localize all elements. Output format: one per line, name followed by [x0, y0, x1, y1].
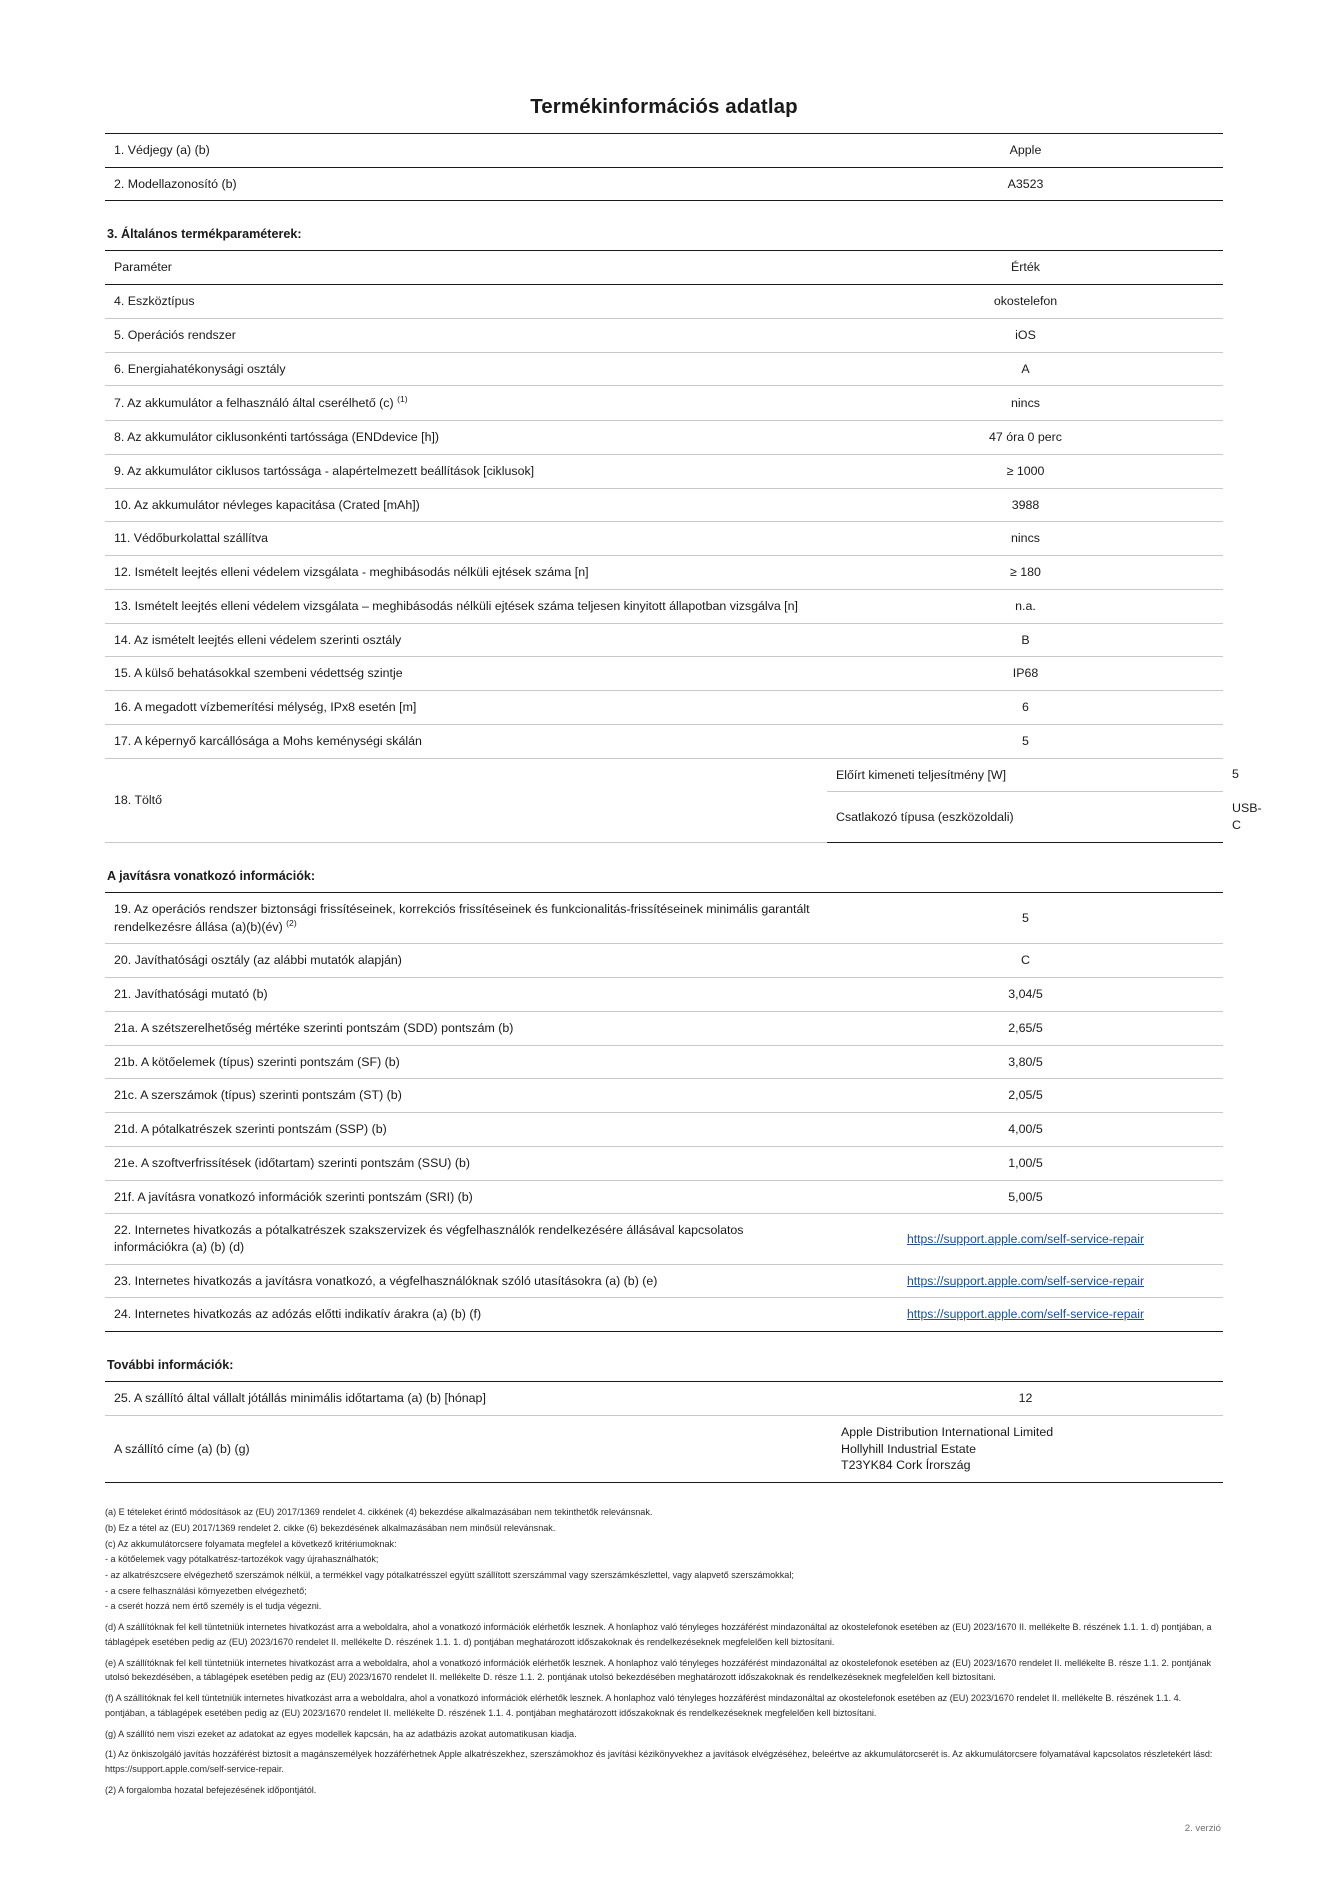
indicative-prices-link[interactable]: https://support.apple.com/self-service-repair — [906, 1307, 1145, 1322]
charger-label: 18. Töltő — [105, 758, 827, 842]
table-row: 18. Töltő Előírt kimeneti teljesítmény [W] 5 — [105, 758, 1223, 792]
repairability-index-label: 21. Javíthatósági mutató (b) — [105, 978, 827, 1012]
table-row — [105, 1298, 1223, 1332]
table-header-row — [105, 251, 1223, 285]
general-parameters-table — [105, 250, 1262, 842]
table-row — [105, 1382, 1223, 1416]
table-row — [105, 1214, 1223, 1264]
drop-test-value: ≥ 180 — [827, 556, 1223, 590]
table-row — [105, 589, 1223, 623]
energy-class-label: 6. Energiahatékonysági osztály — [105, 352, 827, 386]
model-value: A3523 — [827, 167, 1223, 201]
drop-test-unfolded-value: n.a. — [827, 589, 1223, 623]
drop-test-unfolded-label: 13. Ismételt leejtés elleni védelem vizsgálata – meghibásodás nélküli ejtések száma teljesen kinyitott állapotban vizsgálva [n] — [105, 589, 827, 623]
param-header: Paraméter — [105, 251, 827, 285]
repair-instructions-link-label: 23. Internetes hivatkozás a javításra vonatkozó, a végfelhasználóknak szóló utasításokra (a) (b) (e) — [105, 1264, 827, 1298]
drop-class-value: B — [827, 623, 1223, 657]
protective-cover-value: nincs — [827, 522, 1223, 556]
spare-parts-link-label: 22. Internetes hivatkozás a pótalkatrészek szakszervizek és végfelhasználók rendelkezésére állásával kapcsolatos információkra (a) (b) (d) — [105, 1214, 827, 1264]
protective-cover-label: 11. Védőburkolattal szállítva — [105, 522, 827, 556]
document-version: 2. verzió — [1184, 1823, 1221, 1835]
table-row — [105, 944, 1223, 978]
table-row — [105, 318, 1223, 352]
battery-cycles-label: 9. Az akkumulátor ciklusos tartóssága - alapértelmezett beállítások [ciklusok] — [105, 455, 827, 489]
footnote-b: (b) Ez a tétel az (EU) 2017/1369 rendelet 2. cikke (6) bekezdésének alkalmazásában nem minősül relevánsnak. — [105, 1522, 556, 1533]
table-row — [105, 892, 1223, 944]
charger-output-label: Előírt kimeneti teljesítmény [W] — [827, 758, 1223, 792]
table-row — [105, 623, 1223, 657]
os-updates-label: 19. Az operációs rendszer biztonsági frissítéseinek, korrekciós frissítéseinek és funkcionalitás-frissítéseinek minimális garantált rendelkezésre állása (a)(b)(év) $^{(2)}$ — [105, 892, 827, 944]
battery-capacity-value: 3988 — [827, 488, 1223, 522]
indicative-prices-link-cell — [827, 1298, 1223, 1332]
table-row — [105, 285, 1223, 319]
model-label: 2. Modellazonosító (b) — [105, 167, 827, 201]
value-header: Érték — [827, 251, 1223, 285]
table-row — [105, 691, 1223, 725]
sf-score-label: 21b. A kötőelemek (típus) szerinti pontszám (SF) (b) — [105, 1045, 827, 1079]
drop-test-label: 12. Ismételt leejtés elleni védelem vizsgálata - meghibásodás nélküli ejtések száma [n] — [105, 556, 827, 590]
indicative-prices-link-label: 24. Internetes hivatkozás az adózás előtti indikatív árakra (a) (b) (f) — [105, 1298, 827, 1332]
repair-info-heading: A javításra vonatkozó információk: — [107, 868, 316, 883]
footnote-d: (d) A szállítóknak fel kell tüntetniük internetes hivatkozást arra a weboldalra, ahol a vonatkozó információk elérhetők lesznek. A honlaphoz való tényleges hozzáférést mindazonáltal az okostelefonok esetében az (EU) 2023/1670 II. mellékelte B. részének 1.1. 1. d) pontjában, a táblagépek esetében pedig az (EU) 2023/1670 rendelet II. mellékelte D. részének 1.1. 1. d) pontjában meghatározott időszakoknak és rendelkezéseknek megfelelően kell biztosítani. — [105, 1622, 1212, 1647]
identification-table — [105, 133, 1223, 201]
warranty-value: 12 — [827, 1382, 1223, 1416]
sri-score-value: 5,00/5 — [827, 1180, 1223, 1214]
ssu-score-value: 1,00/5 — [827, 1146, 1223, 1180]
ingress-protection-value: IP68 — [827, 657, 1223, 691]
table-row — [105, 657, 1223, 691]
repairability-class-value: C — [827, 944, 1223, 978]
supplier-address-line-3: T23YK84 Cork Írország — [841, 1458, 971, 1473]
ssp-score-label: 21d. A pótalkatrészek szerinti pontszám (SSP) (b) — [105, 1113, 827, 1147]
repairability-class-label: 20. Javíthatósági osztály (az alábbi mutatók alapján) — [105, 944, 827, 978]
device-type-label: 4. Eszköztípus — [105, 285, 827, 319]
repairability-index-value: 3,04/5 — [827, 978, 1223, 1012]
supplier-address-line-1: Apple Distribution International Limited — [841, 1424, 1054, 1439]
os-value: iOS — [827, 318, 1223, 352]
battery-endurance-value: 47 óra 0 perc — [827, 421, 1223, 455]
connector-type-label: Csatlakozó típusa (eszközoldali) — [827, 792, 1223, 842]
scratch-resistance-value: 5 — [827, 724, 1223, 758]
footnote-c-item-3: - a csere felhasználási környezetben elvégezhető; — [105, 1585, 307, 1596]
ssu-score-label: 21e. A szoftverfrissítések (időtartam) szerinti pontszám (SSU) (b) — [105, 1146, 827, 1180]
additional-info-heading: További információk: — [107, 1358, 234, 1373]
table-row — [105, 1146, 1223, 1180]
table-row — [105, 556, 1223, 590]
spare-parts-link-cell — [827, 1214, 1223, 1264]
trademark-label: 1. Védjegy (a) (b) — [105, 134, 827, 168]
footnote-f: (f) A szállítóknak fel kell tüntetniük internetes hivatkozást arra a weboldalra, ahol a vonatkozó információk elérhetők lesznek. A honlaphoz való tényleges hozzáférést mindazonáltal az okostelefonok esetében az (EU) 2023/1670 rendelet II. mellékelte B. részének 1.1. 4. pontjában, a táblagépek esetében pedig az (EU) 2023/1670 rendelet II. mellékelte D. részének 1.1. 4. pontjában meghatározott időszakoknak és rendelkezéseknek megfelelően kell biztosítani. — [105, 1693, 1182, 1718]
general-parameters-heading: 3. Általános termékparaméterek: — [107, 227, 302, 242]
sf-score-value: 3,80/5 — [827, 1045, 1223, 1079]
ingress-protection-label: 15. A külső behatásokkal szembeni védettség szintje — [105, 657, 827, 691]
footnote-marker: (1) — [397, 394, 408, 405]
table-row — [105, 455, 1223, 489]
battery-replaceable-label: 7. Az akkumulátor a felhasználó által cserélhető (c) $^{(1)}$ — [105, 386, 827, 421]
table-row — [105, 134, 1223, 168]
sdd-score-label: 21a. A szétszerelhetőség mértéke szerinti pontszám (SDD) pontszám (b) — [105, 1011, 827, 1045]
spare-parts-link[interactable]: https://support.apple.com/self-service-repair — [906, 1231, 1145, 1246]
water-depth-value: 6 — [827, 691, 1223, 725]
table-row — [105, 1180, 1223, 1214]
repair-instructions-link-cell — [827, 1264, 1223, 1298]
table-row — [105, 522, 1223, 556]
footnote-c: (c) Az akkumulátorcsere folyamata megfelel a következő kritériumoknak: — [105, 1538, 397, 1549]
trademark-value: Apple — [827, 134, 1223, 168]
footnote-c-item-2: - az alkatrészcsere elvégezhető szerszámok nélkül, a termékkel vagy pótalkatrésszel együtt szállított szerszámmal vagy szerszámkészlettel, vagy alapvető szerszámokkal; — [105, 1570, 794, 1581]
table-row — [105, 421, 1223, 455]
table-row — [105, 352, 1223, 386]
ssp-score-value: 4,00/5 — [827, 1113, 1223, 1147]
footnote-g: (g) A szállító nem viszi ezeket az adatokat az egyes modellek kapcsán, ha az adatbázis azokat automatikusan kiadja. — [105, 1728, 577, 1739]
footnote-1: (1) Az önkiszolgáló javítás hozzáférést biztosít a magánszemélyek hozzáférhetnek Apple alkatrészekhez, szerszámokhoz és javítási kézikönyvekhez a javítások elvégzéséhez, beleértve az akkumulátorcserét is. Az akkumulátorcsere folyamatával kapcsolatos részletekért lásd: https://support.apple.com/self-service-repair. — [105, 1749, 1213, 1774]
footnote-c-item-1: - a kötőelemek vagy pótalkatrész-tartozékok vagy újrahasználhatók; — [105, 1554, 379, 1565]
table-row — [105, 1011, 1223, 1045]
repair-info-table — [105, 892, 1223, 1332]
energy-class-value: A — [827, 352, 1223, 386]
table-row — [105, 1113, 1223, 1147]
supplier-address-label: A szállító címe (a) (b) (g) — [105, 1415, 827, 1482]
table-row — [105, 978, 1223, 1012]
repair-instructions-link[interactable]: https://support.apple.com/self-service-repair — [906, 1273, 1145, 1288]
os-label: 5. Operációs rendszer — [105, 318, 827, 352]
table-row: Csatlakozó típusa (eszközoldali) USB-C — [105, 792, 1223, 842]
footnote-e: (e) A szállítóknak fel kell tüntetniük internetes hivatkozást arra a weboldalra, ahol a vonatkozó információk elérhetők lesznek. A honlaphoz való tényleges hozzáférést mindazonáltal az okostelefonok esetében az (EU) 2023/1670 rendelet II. mellékelte B. része 1.1. 2. pontjának utolsó bekezdésében, a táblagépek esetében pedig az (EU) 2023/1670 rendelet II. mellékelte D. része 1.1. 2. pontjának utolsó bekezdésében meghatározott időszakoknak és rendelkezéseknek megfelelően kell biztosítani. — [105, 1657, 1212, 1683]
footnote-marker: (2) — [286, 917, 297, 928]
battery-cycles-value: ≥ 1000 — [827, 455, 1223, 489]
page-title: Termékinformációs adatlap — [530, 95, 798, 118]
st-score-label: 21c. A szerszámok (típus) szerinti pontszám (ST) (b) — [105, 1079, 827, 1113]
table-row — [105, 1079, 1223, 1113]
battery-capacity-label: 10. Az akkumulátor névleges kapacitása (Crated [mAh]) — [105, 488, 827, 522]
footnote-2: (2) A forgalomba hozatal befejezésének időpontjától. — [105, 1784, 317, 1795]
table-row — [105, 724, 1223, 758]
battery-endurance-label: 8. Az akkumulátor ciklusonkénti tartóssága (ENDdevice [h]) — [105, 421, 827, 455]
additional-info-table — [105, 1381, 1223, 1483]
table-row — [105, 386, 1223, 421]
table-row — [105, 488, 1223, 522]
os-updates-value: 5 — [827, 892, 1223, 944]
footnote-c-item-4: - a cserét hozzá nem értő személy is el tudja végezni. — [105, 1601, 322, 1612]
drop-class-label: 14. Az ismételt leejtés elleni védelem szerinti osztály — [105, 623, 827, 657]
battery-replaceable-value: nincs — [827, 386, 1223, 421]
device-type-value: okostelefon — [827, 285, 1223, 319]
sdd-score-value: 2,65/5 — [827, 1011, 1223, 1045]
footnotes — [105, 1505, 1223, 1797]
footnote-a: (a) E tételeket érintő módosítások az (EU) 2017/1369 rendelet 4. cikkének (4) bekezdése alkalmazásában nem tekinthetők relevánsnak. — [105, 1507, 653, 1518]
water-depth-label: 16. A megadott vízbemerítési mélység, IPx8 esetén [m] — [105, 691, 827, 725]
table-row — [105, 1264, 1223, 1298]
sri-score-label: 21f. A javításra vonatkozó információk szerinti pontszám (SRI) (b) — [105, 1180, 827, 1214]
supplier-address-line-2: Hollyhill Industrial Estate — [841, 1441, 976, 1456]
table-row — [105, 167, 1223, 201]
st-score-value: 2,05/5 — [827, 1079, 1223, 1113]
warranty-label: 25. A szállító által vállalt jótállás minimális időtartama (a) (b) [hónap] — [105, 1382, 827, 1416]
table-row — [105, 1415, 1223, 1482]
scratch-resistance-label: 17. A képernyő karcállósága a Mohs keménységi skálán — [105, 724, 827, 758]
table-row — [105, 1045, 1223, 1079]
supplier-address-value — [827, 1415, 1223, 1482]
